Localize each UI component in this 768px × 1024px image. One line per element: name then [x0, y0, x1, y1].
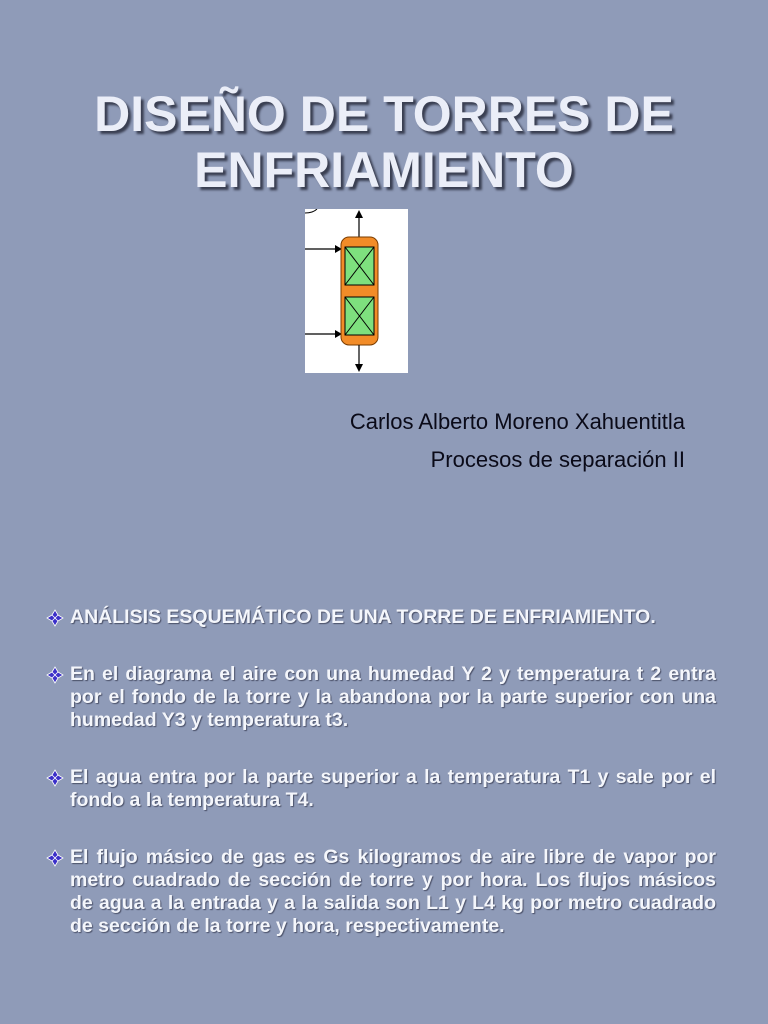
diamond-bullet-icon: [46, 769, 64, 787]
bullet-item: [46, 846, 716, 938]
bullet-text: El flujo másico de gas es Gs kilogramos de aire libre de vapor por metro cuadrado de sección de torre y por hora. Los flujos másicos de agua a la entrada y a la salida son L1 y L4 kg por metro cuadrado de sección de la torre y hora, respectivamente.: [70, 846, 716, 937]
course-name: Procesos de separación II: [430, 447, 685, 472]
author-name: Carlos Alberto Moreno Xahuentitla: [349, 409, 685, 434]
top-outlet-arrow-icon: [355, 210, 363, 218]
diamond-bullet-icon: [46, 666, 64, 684]
cooling-tower-svg: [305, 209, 408, 373]
bullet-item: [46, 606, 716, 629]
bottom-outlet-arrow-icon: [355, 364, 363, 372]
top-pipe-stub: [305, 209, 317, 213]
bullet-text: ANÁLISIS ESQUEMÁTICO DE UNA TORRE DE ENFRIAMIENTO.: [70, 606, 656, 628]
bullet-text: En el diagrama el aire con una humedad Y 2 y temperatura t 2 entra por el fondo de la torre y la abandona por la parte superior con una humedad Y3 y temperatura t3.: [70, 663, 716, 731]
author-block: [350, 403, 685, 479]
cooling-tower-diagram: [305, 209, 408, 373]
bullet-item: [46, 663, 716, 732]
bullet-item: [46, 766, 716, 812]
bullet-text: El agua entra por la parte superior a la temperatura T1 y sale por el fondo a la temperatura T4.: [70, 766, 716, 811]
diamond-bullet-icon: [46, 849, 64, 867]
bullet-list: [46, 606, 716, 972]
slide-title: DISEÑO DE TORRES DE ENFRIAMIENTO: [94, 86, 674, 198]
diamond-bullet-icon: [46, 609, 64, 627]
